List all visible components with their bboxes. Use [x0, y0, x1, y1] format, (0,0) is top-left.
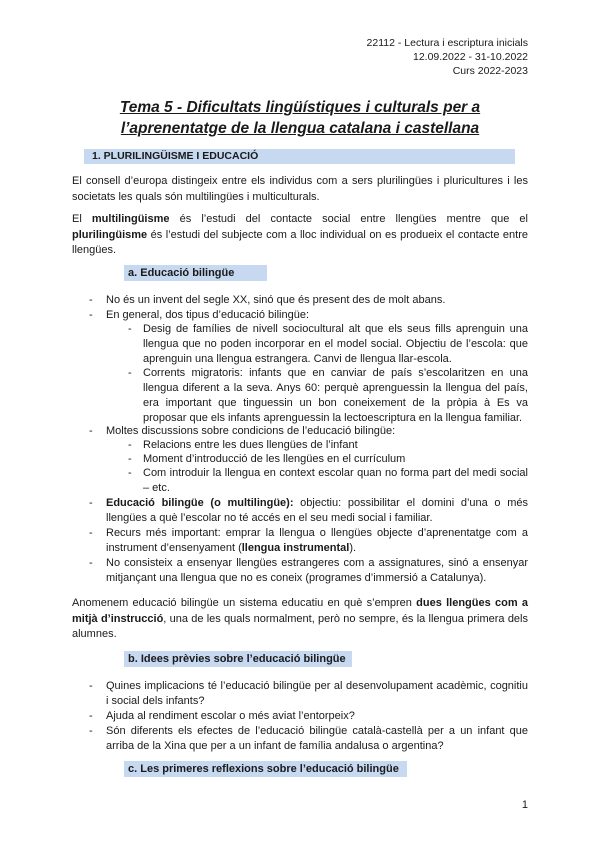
text-run: objectiu: possibilitar el domini d’una o més llengües a què l’escolar no té accés en el seu medi social i familiar.: [106, 497, 529, 524]
list-item: En general, dos tipus d’educació bilingüe:: [106, 309, 310, 321]
bullet-dash: -: [89, 710, 93, 722]
page-title: [72, 97, 528, 139]
bullet-dash: -: [89, 425, 93, 437]
term-two-languages: dues llengües com a mitjà d’instrucció: [72, 597, 529, 625]
title-line-2: l’aprenentatge de la llengua catalana i castellana: [120, 120, 480, 137]
section-heading-1: 1. PLURILINGÜISME I EDUCACIÓ: [84, 149, 515, 164]
sub-list-item: Desig de famílies de nivell sociocultural alt que els seus fills aprenguin una llengua que no poden incorporar en el model social. Objectiu de l’escola: que aprenguin una llengua estrangera. Canvi de llengua llar-escola.: [143, 323, 528, 365]
academic-year: Curs 2022-2023: [452, 65, 528, 77]
bullet-dash: -: [128, 439, 132, 451]
bullet-dash: -: [89, 680, 93, 692]
term-bilingual-education: Educació bilingüe (o multilingüe):: [106, 497, 294, 509]
title-line-1: Tema 5 - Dificultats lingüístiques i culturals per a: [119, 99, 481, 116]
text-run: El: [72, 213, 92, 225]
bullet-dash: -: [89, 497, 93, 509]
course-code: 22112 - Lectura i escriptura inicials: [366, 37, 528, 49]
page-number: 1: [521, 799, 528, 811]
bullet-dash: -: [89, 294, 93, 306]
text-run: és l’estudi del contacte social entre llengües mentre que el: [169, 213, 528, 225]
term-instrumental-language: llengua instrumental: [241, 542, 350, 554]
text-run: ).: [349, 542, 357, 554]
text-run: , una de les quals normalment, però no sempre, és la llengua primera dels alumnes.: [72, 612, 528, 640]
sub-list-item: Com introduir la llengua en context escolar quan no forma part del medi social – etc.: [143, 467, 528, 494]
list-item: Són diferents els efectes de l’educació bilingüe català-castellà per a un infant que arriba de la Xina que per a un infant de família andalusa o argentina?: [106, 725, 528, 752]
bullet-dash: -: [89, 557, 93, 569]
document-header: [367, 36, 528, 78]
list-item: Ajuda al rendiment escolar o més aviat l’entorpeix?: [106, 710, 355, 722]
intro-paragraph-1: El consell d’europa distingeix entre els individus com a sers plurilingües i pluricultures i les societats les quals són multilingües i multiculturals.: [72, 175, 528, 203]
subsection-heading-b: b. Idees prèvies sobre l’educació bilingüe: [124, 651, 352, 667]
bullet-dash: -: [89, 725, 93, 737]
bullet-dash: -: [128, 453, 132, 465]
date-range: 12.09.2022 - 31-10.2022: [412, 51, 528, 63]
text-run: Anomenem educació bilingüe un sistema educatiu en què s’empren: [72, 597, 417, 609]
sub-list-item: Relacions entre les dues llengües de l’infant: [143, 439, 358, 451]
list-item: Quines implicacions té l’educació bilingüe per al desenvolupament acadèmic, cognitiu i social dels infants?: [106, 680, 528, 707]
term-plurilingualism: plurilingüisme: [72, 228, 148, 241]
definition-paragraph: [72, 596, 528, 643]
sub-list-item: Corrents migratoris: infants que en canviar de país s’escolaritzen en una llengua diferent a la seva. Anys 60: perquè aprenguessin la llengua del país, era important que tinguessin un bon coneixement de la pròpia à Es va proposar que els infants aprenguessin la lectoescriptura en la llengua familiar.: [143, 367, 528, 424]
list-item: [106, 496, 528, 526]
subsection-heading-a: a. Educació bilingüe: [124, 265, 267, 281]
bullet-dash: -: [128, 467, 132, 479]
list-item: No consisteix a ensenyar llengües estrangeres com a assignatures, sinó a ensenyar mitjançant una llengua que no es coneix (programes d’immersió a Catalunya).: [106, 557, 528, 584]
text-run: Recurs més important: emprar la llengua o llengües objecte d’aprenentatge com a instrument d’ensenyament (: [106, 527, 528, 554]
sub-list-item: Moment d’introducció de les llengües en el currículum: [143, 453, 406, 465]
bullet-dash: -: [89, 309, 93, 321]
term-multilingualism: multilingüisme: [91, 213, 170, 225]
bullet-dash: -: [89, 527, 93, 539]
list-item: No és un invent del segle XX, sinó que és present des de molt abans.: [106, 294, 446, 306]
subsection-heading-c: c. Les primeres reflexions sobre l’educació bilingüe: [124, 761, 407, 777]
text-run: és l’estudi del subjecte com a lloc individual on es produeix el contacte entre llengües.: [72, 228, 528, 256]
intro-paragraph-2: [72, 212, 528, 259]
bullet-dash: -: [128, 323, 132, 335]
list-item: Moltes discussions sobre condicions de l’educació bilingüe:: [106, 425, 396, 437]
bullet-dash: -: [128, 367, 132, 379]
list-item: [106, 526, 528, 556]
